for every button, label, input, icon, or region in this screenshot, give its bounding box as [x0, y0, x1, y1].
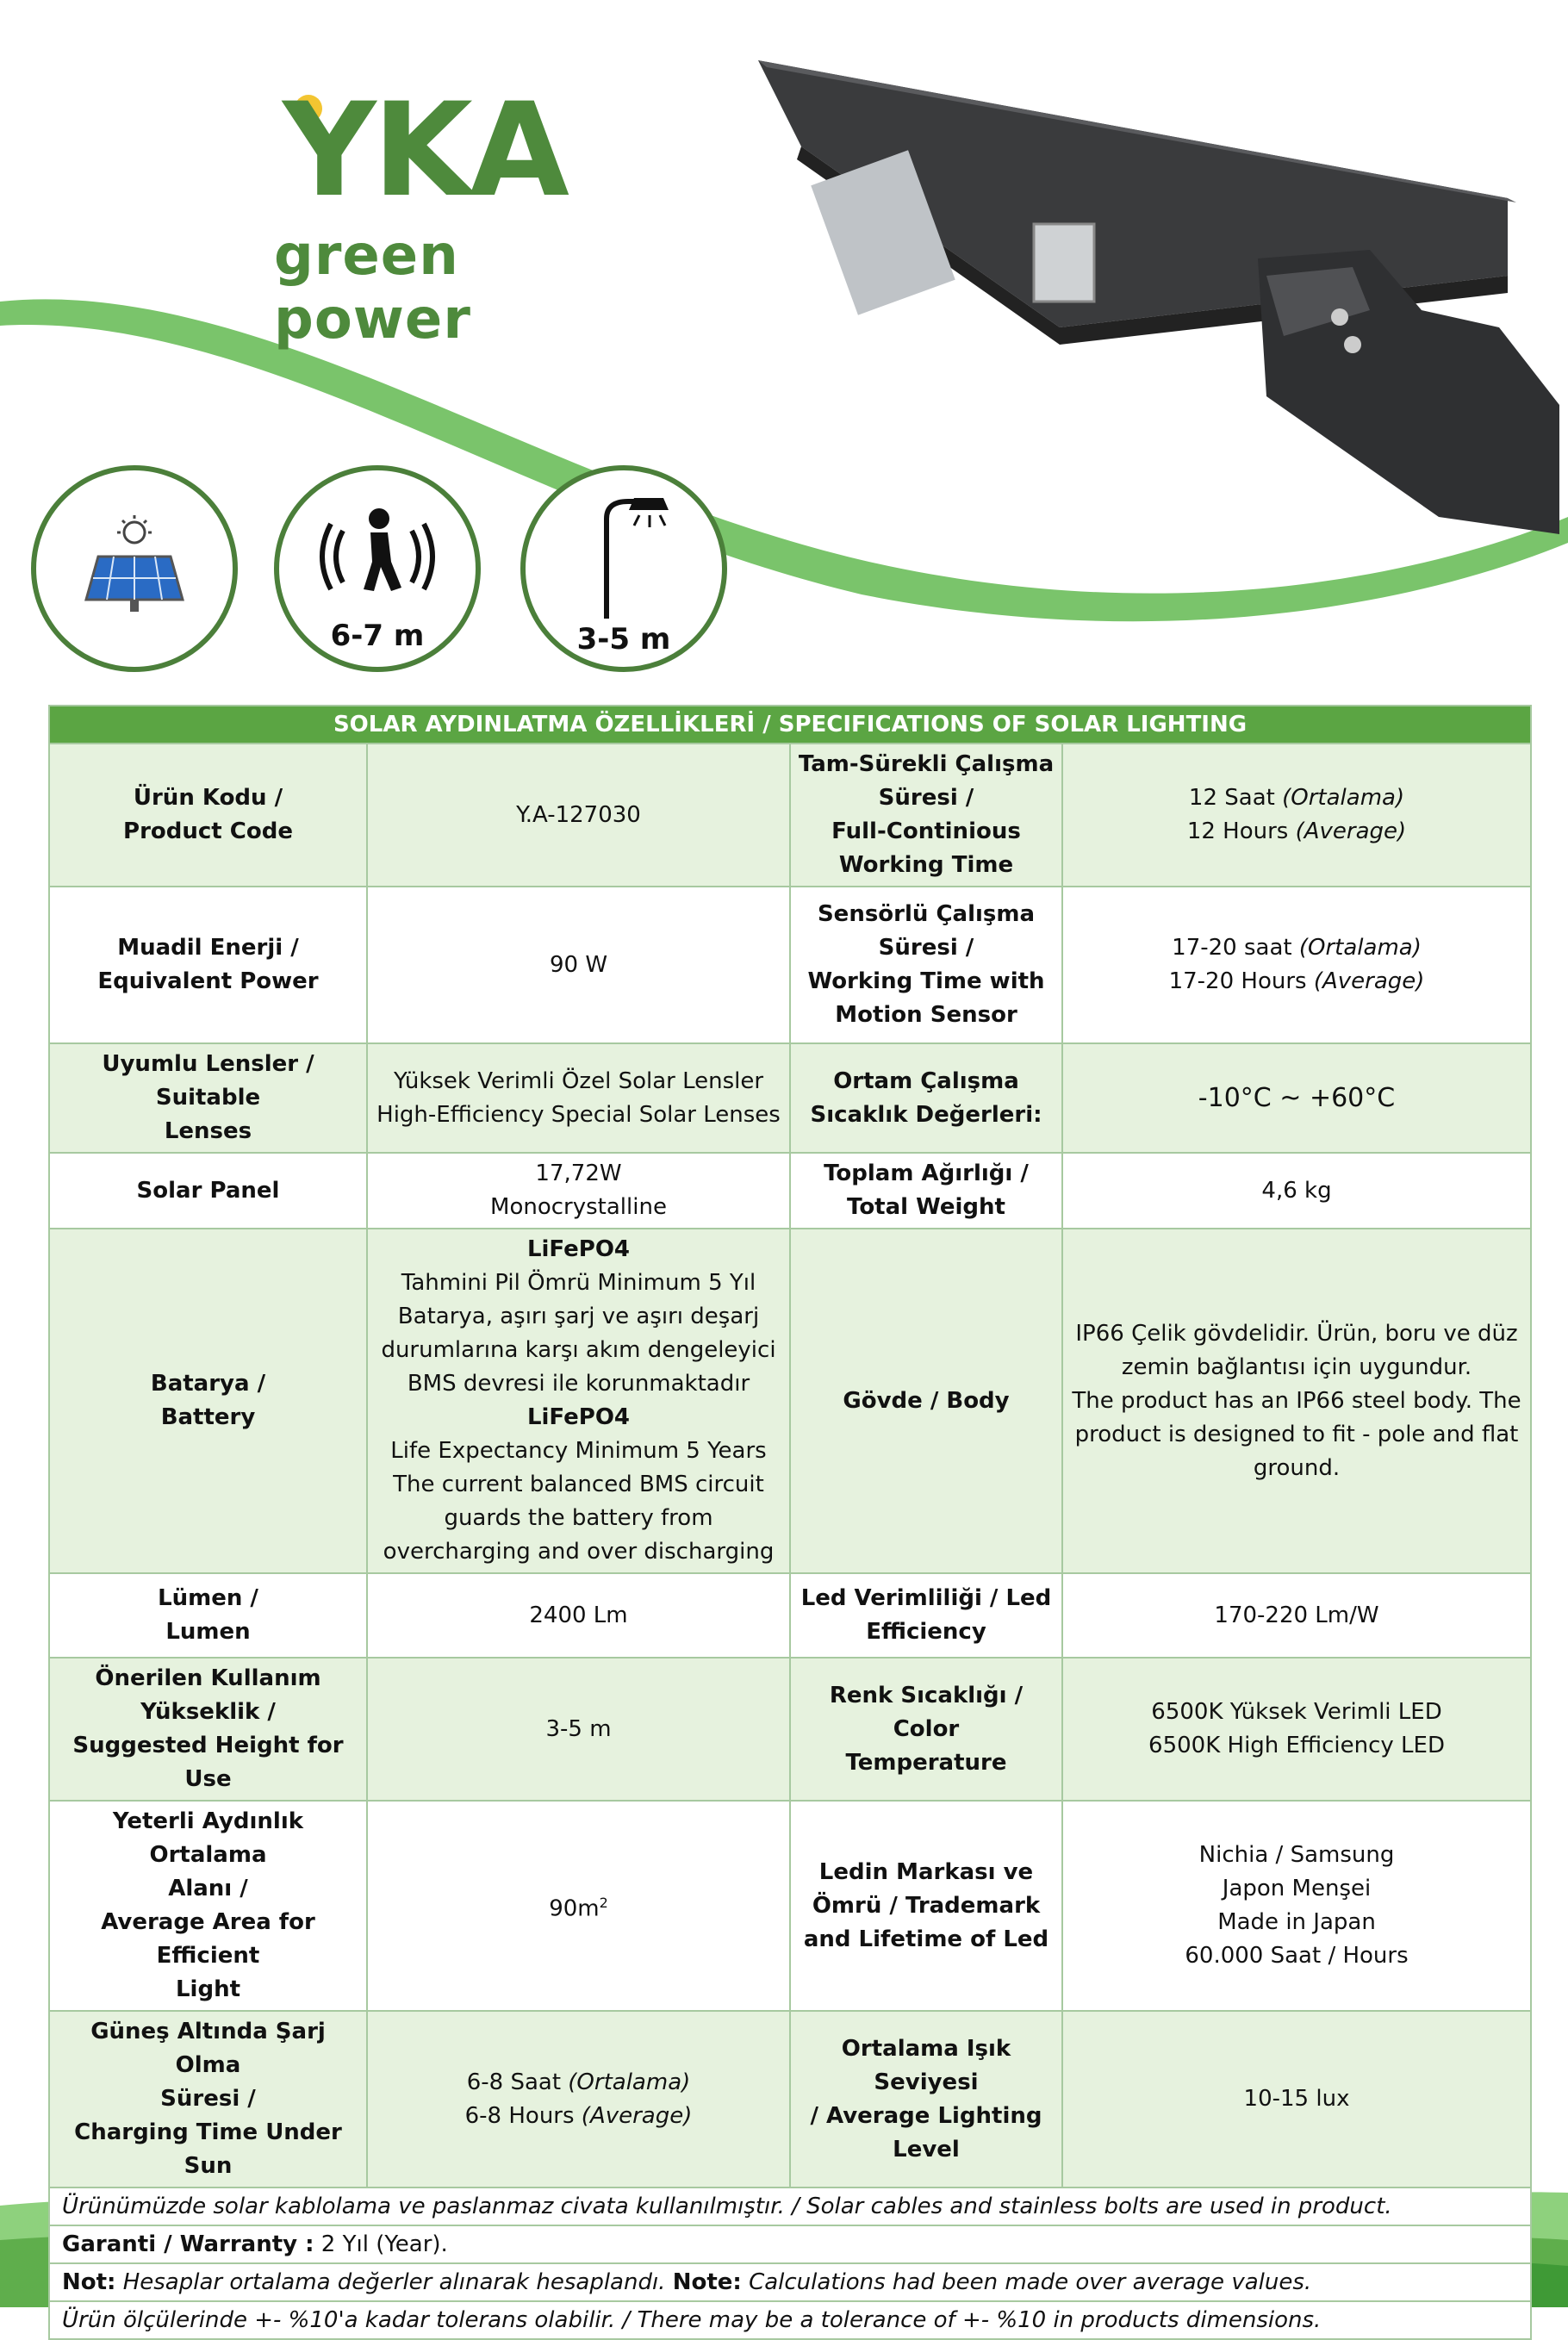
motion-sensor-badge	[274, 465, 481, 672]
note-warranty: Garanti / Warranty : 2 Yıl (Year).	[49, 2225, 1531, 2263]
specifications-table	[48, 705, 1532, 2340]
street-lamp-icon	[589, 493, 675, 622]
note-calculations: Not: Hesaplar ortalama değerler alınarak hesaplandı. Note: Calculations had been made over average values.	[49, 2263, 1531, 2301]
solar-street-light-image	[750, 52, 1568, 569]
table-row: Muadil Enerji / Equivalent Power 90 W Sensörlü Çalışma Süresi / Working Time with Motion Sensor 17-20 saat (Ortalama) 17-20 Hours (Average)	[49, 887, 1531, 1043]
note-tolerance: Ürün ölçülerinde +- %10'a kadar tolerans olabilir. / There may be a tolerance of +- %10 in products dimensions.	[49, 2301, 1531, 2339]
table-row: Lümen / Lumen 2400 Lm Led Verimliliği / Led Efficiency 170-220 Lm/W	[49, 1573, 1531, 1658]
table-row: Önerilen Kullanım Yükseklik / Suggested Height for Use 3-5 m Renk Sıcaklığı / Color Temperature 6500K Yüksek Verimli LED 6500K High Efficiency LED	[49, 1658, 1531, 1801]
logo-letters: YKA	[283, 76, 566, 226]
table-note-row	[49, 2225, 1531, 2263]
street-lamp-badge	[520, 465, 727, 672]
lamp-height-caption: 3-5 m	[576, 622, 671, 657]
table-title: SOLAR AYDINLATMA ÖZELLİKLERİ / SPECIFICATIONS OF SOLAR LIGHTING	[49, 706, 1531, 744]
solar-panel-badge	[31, 465, 238, 672]
table-row: Uyumlu Lensler / Suitable Lenses Yüksek Verimli Özel Solar Lensler High-Efficiency Special Solar Lenses Ortam Çalışma Sıcaklık Değerleri: -10°C ~ +60°C	[49, 1043, 1531, 1153]
table-row: Batarya / Battery LiFePO4 Tahmini Pil Ömrü Minimum 5 Yıl Batarya, aşırı şarj ve aşırı deşarj durumlarına karşı akım dengeleyici BMS devresi ile korunmaktadır LiFePO4 Life Expectancy Minimum 5 Years The current balanced BMS circuit guards the battery from overcharging and over discharging Gövde / Body IP66 Çelik gövdelidir. Ürün, boru ve düz zemin bağlantısı için uygundur. The product has an IP66 steel body. The product is designed to fit - pole and flat ground.	[49, 1229, 1531, 1573]
solar-panel-icon	[83, 513, 186, 625]
table-row: Güneş Altında Şarj Olma Süresi / Charging Time Under Sun 6-8 Saat (Ortalama) 6-8 Hours (Average) Ortalama Işık Seviyesi / Average Lighting Level 10-15 lux	[49, 2011, 1531, 2188]
motion-range-caption: 6-7 m	[330, 619, 425, 653]
table-row: Yeterli Aydınlık Ortalama Alanı / Average Area for Efficient Light $90m^2$ Ledin Markası ve Ömrü / Trademark and Lifetime of Led Nichia / Samsung Japon Menşei Made in Japan 60.000 Saat / Hours	[49, 1801, 1531, 2011]
brand-logo	[274, 76, 601, 352]
table-note-row	[49, 2188, 1531, 2225]
table-note-row	[49, 2263, 1531, 2301]
note-cables: Ürünümüzde solar kablolama ve paslanmaz civata kullanılmıştır. / Solar cables and stainless bolts are used in product.	[49, 2188, 1531, 2225]
logo-subtitle: green power	[274, 224, 471, 352]
motion-sensor-icon	[317, 505, 438, 608]
table-row: Solar Panel 17,72W Monocrystalline Toplam Ağırlığı / Total Weight 4,6 kg	[49, 1153, 1531, 1229]
table-row: Ürün Kodu / Product Code Y.A-127030 Tam-Sürekli Çalışma Süresi / Full-Continious Working Time 12 Saat (Ortalama) 12 Hours (Average)	[49, 744, 1531, 887]
